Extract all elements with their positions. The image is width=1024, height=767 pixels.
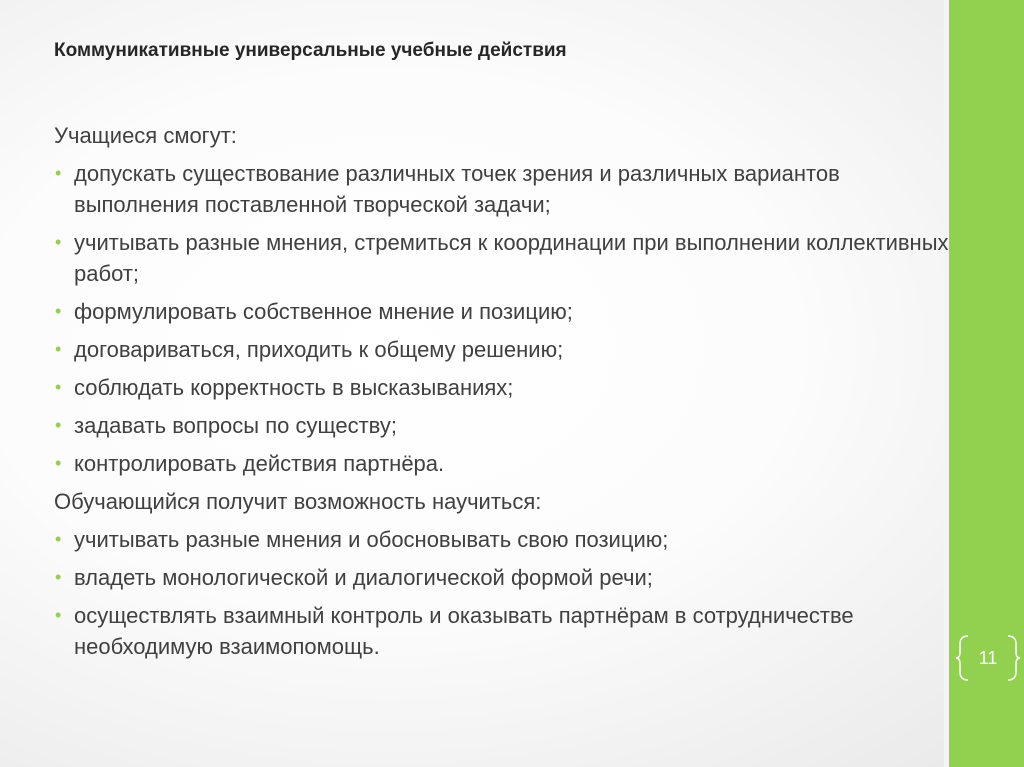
bullet-text: задавать вопросы по существу; [74,413,397,438]
bullet-item [54,158,954,220]
bullet-item [54,372,954,403]
section-1-heading: Учащиеся смогут: [54,123,237,148]
bullet-text: учитывать разные мнения, стремиться к координации при выполнении коллективных работ; [74,230,949,286]
bullet-text: договариваться, приходить к общему решению; [74,337,564,362]
bullet-text: владеть монологической и диалогической формой речи; [74,565,653,590]
bullet-text: соблюдать корректность в высказываниях; [74,375,514,400]
bullet-dot-icon: • [55,163,62,183]
bullet-text: допускать существование различных точек зрения и различных вариантов выполнения поставленной творческой задачи; [74,161,840,217]
slide-body [54,120,954,669]
page-number: 11 [978,648,998,668]
bullet-item [54,410,954,441]
bullet-dot-icon: • [55,301,62,321]
bullet-dot-icon: • [55,605,62,625]
bullet-item [54,334,954,365]
bullet-item [54,227,954,289]
bullet-dot-icon: • [55,453,62,473]
bullet-text: контролировать действия партнёра. [74,451,445,476]
bullet-item [54,524,954,555]
bullet-dot-icon: • [55,377,62,397]
bullet-dot-icon: • [55,529,62,549]
bullet-item [54,296,954,327]
bullet-dot-icon: • [55,415,62,435]
section-2-heading: Обучающийся получит возможность научиться: [54,489,542,514]
page-number-badge [956,628,1020,688]
bullet-item [54,562,954,593]
bullet-dot-icon: • [55,567,62,587]
bullet-dot-icon: • [55,232,62,252]
slide-title: Коммуникативные универсальные учебные действия [54,40,567,61]
bullet-text: формулировать собственное мнение и позицию; [74,299,573,324]
bullet-text: учитывать разные мнения и обосновывать свою позицию; [74,527,669,552]
bullet-item [54,600,954,662]
bullet-dot-icon: • [55,339,62,359]
bullet-item [54,448,954,479]
bullet-text: осуществлять взаимный контроль и оказывать партнёрам в сотрудничестве необходимую взаимопомощь. [74,603,854,659]
